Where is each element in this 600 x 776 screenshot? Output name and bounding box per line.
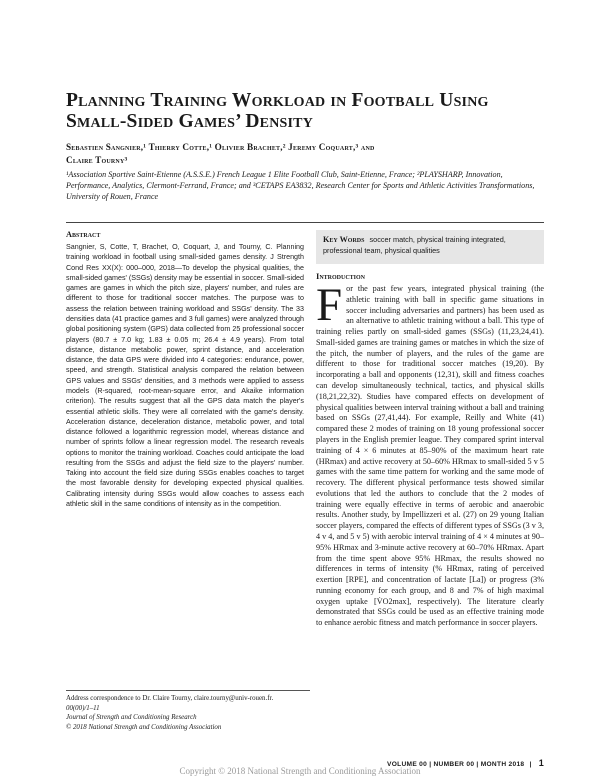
authors-line-1: Sebastien Sangnier,¹ Thierry Cotte,¹ Olivier Brachet,² Jeremy Coquart,³ and: [66, 142, 375, 152]
page-number: 1: [538, 758, 544, 768]
keywords-label: Key Words: [323, 235, 365, 244]
introduction-text: [316, 279, 544, 629]
drop-cap: F: [316, 279, 343, 331]
author-list: [66, 141, 546, 167]
footnote: [66, 694, 311, 733]
volume-line: 00(00)/1–11: [66, 704, 100, 712]
issue-info: VOLUME 00 | NUMBER 00 | MONTH 2018 | 1: [387, 758, 544, 768]
introduction-heading: Introduction: [316, 271, 366, 281]
keywords-box: [316, 230, 544, 264]
abstract-text: Sangnier, S, Cotte, T, Brachet, O, Coquart, J, and Tourny, C. Planning training workload in football using small-sided games density. J Strength Cond Res XX(X): 000–000, 2018—To develop the physical qualities, the small-sided games' (SSGs) density may be essential in soccer. Small-sided games are games in which the pitch size, players' number, and rules are different to those for traditional soccer matches. The purpose was to assess the relation between training workload and SSGs' density. The 33 densities data (41 practice games and 3 full games) were analyzed through global positioning system (GPS) data collected from 25 professional soccer players (80.7 ± 7.0 kg; 1.83 ± 0.05 m; 26.4 ± 4.9 years). From total distance, distance metabolic power, sprint distance, and acceleration distance, the data GPS were divided into 4 categories: endurance, power, speed, and strength. Statistical analysis compared the relation between GPS values and SSGs' densities, and 3 methods were applied to assess models (R-squared, root-mean-square error, and Akaike information criterion). The results suggest that all the GPS data match the player's essential athletic skills. They were all correlated with the game's density. Acceleration distance, deceleration distance, metabolic power, and total distance followed a logarithmic regression model, whereas distance and number of sprints follow a linear regression model. The research reveals options to monitor the training workload. Coaches could anticipate the load resulting from the SSGs and adjust the field size to the players' number. Taking into account the field size during SSGs enables coaches to target the most favorable density for developing expected physical qualities. Calibrating intensity during SSGs would allow coaches to assess each athletic skill in the same conditions of intensity as in the competition.: [66, 243, 304, 509]
copyright-line: © 2018 National Strength and Conditioning Association: [66, 724, 222, 732]
abstract-heading: Abstract: [66, 230, 101, 239]
correspondence-line: Address correspondence to Dr. Claire Tourny, claire.tourny@univ-rouen.fr.: [66, 695, 274, 702]
paper-title: [66, 90, 546, 132]
header-divider: [66, 222, 544, 223]
issue-text: VOLUME 00 | NUMBER 00 | MONTH 2018: [387, 761, 525, 768]
title-line-1: Planning Training Workload in Football Using: [66, 90, 489, 111]
title-line-2: Small-Sided Games’ Density: [66, 111, 314, 132]
keywords-text: soccer match, physical training integrated, professional team, physical qualities: [323, 235, 506, 255]
authors-line-2: Claire Tourny³: [66, 155, 128, 165]
affiliations: ¹Association Sportive Saint-Etienne (A.S.S.E.) French League 1 Elite Football Club, Saint-Etienne, France; ²PLAYSHARP, Innovation, Performance, Analytics, Clermont-Ferrand, France; and ³CETAPS EA3832, Research Center for Sports and Athletic Activities Transformations, University of Rouen, France: [66, 170, 535, 201]
footnote-divider: [66, 690, 310, 691]
copyright-watermark: Copyright © 2018 National Strength and Conditioning Association: [179, 766, 421, 776]
journal-line: Journal of Strength and Conditioning Research: [66, 714, 197, 722]
introduction-body: or the past few years, integrated physical training (the athletic training with ball in specific game situations in soccer including adversaries and partners) has been used as an alternative to athletic training without a ball. This type of training relies partly on small-sided games (SSGs) (11,23,24,41). Small-sided games are training games or matches in which the size of the pitch, the number of players, and the rules of the game are different to those for traditional soccer matches (19,20). By incorporating a ball and opponents (12,31), skill and fitness coaches can develop simultaneously technical, tactics, and physical skills (18,21,22,32). Studies have compared effects on development of physical qualities between interval training without a ball and training based on SSGs (27,41,44). For example, Reilly and White (41) compared these 2 modes of training on 18 young professional soccer players in the English premier league. They compared sprint interval training of 4 × 6 minutes at 85–90% of the maximum heart rate (HRmax) and active recovery at 50–60% HRmax to small-sided 5 v 5 games with the same time pattern for working and the same mode of recovery. The different physical performance tests showed similar evolutions that led the authors to conclude that the 2 modes of training were equally effective in terms of aerobic and anaerobic results. Another study, by Impellizzeri et al. (27) on 29 young Italian soccer players, compared the effects of different types of SSGs (3 v 3, 4 v 4, and 5 v 5) with aerobic interval training of 4 × 4 minutes at 90–95% HRmax and 3-minute active recovery at 60–70% HRmax. Apart from the time spent above 95% HRmax, the results showed no differences in terms of intensity (% HRmax, rating of perceived exertion [RPE], and concentration of lactate [La]) or progress (3% running economy for each group, and 8 and 7% of high maximal oxygen uptake [V̇O2max], respectively). The literature clearly demonstrated that SSGs could be used as an effective training mode to enhance aerobic fitness and match performance in soccer players.: [316, 284, 544, 628]
